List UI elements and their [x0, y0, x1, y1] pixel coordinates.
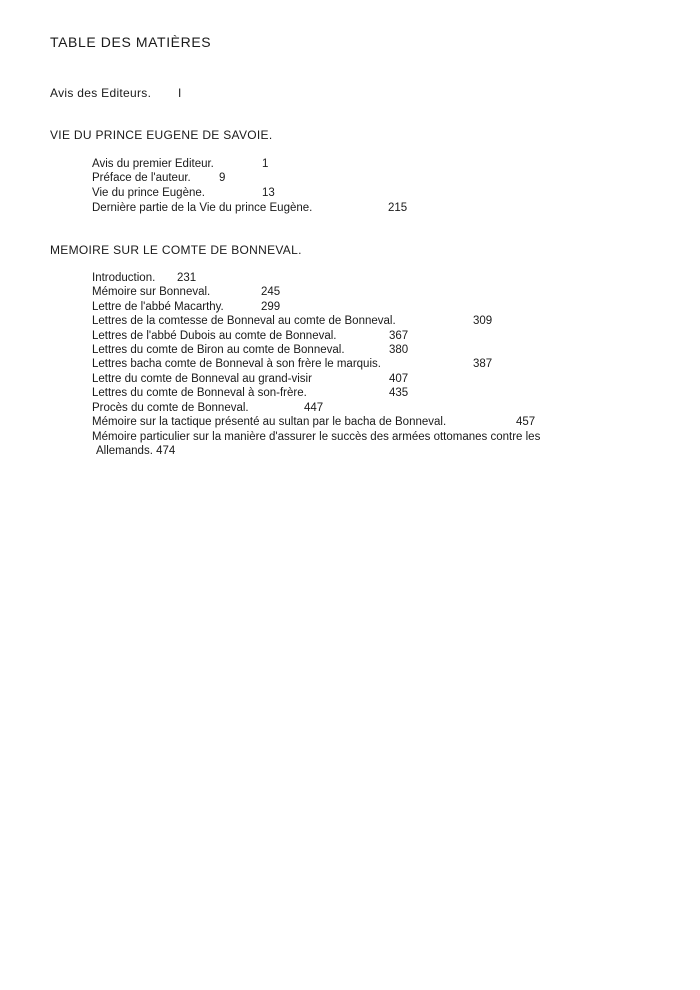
toc-entry-label: Dernière partie de la Vie du prince Eugène.: [92, 202, 313, 214]
toc-entry: [92, 186, 275, 200]
toc-entry-label: Préface de l'auteur.: [92, 172, 191, 184]
toc-entry-page: 457: [516, 416, 536, 428]
toc-entry-page: 1: [262, 158, 269, 170]
toc-entry: [92, 201, 408, 215]
toc-entry-label: Lettres du comte de Bonneval à son-frère.: [92, 387, 307, 399]
toc-entry-page: 367: [389, 330, 409, 342]
section-heading-eugene: VIE DU PRINCE EUGENE DE SAVOIE.: [50, 128, 273, 142]
toc-entry-page: 9: [219, 172, 226, 184]
toc-entry: [92, 271, 197, 285]
toc-entry: [92, 357, 493, 371]
toc-entry-page: 435: [389, 387, 409, 399]
page-title: TABLE DES MATIÈRES: [50, 34, 212, 50]
toc-entry-page: 407: [389, 373, 409, 385]
toc-entry-page: 299: [261, 301, 281, 313]
toc-entry-page: 245: [261, 286, 281, 298]
intro-label: Avis des Editeurs.: [50, 86, 152, 100]
toc-entry-page: 309: [473, 315, 493, 327]
toc-entry: [92, 329, 409, 343]
toc-entry: [92, 401, 324, 415]
toc-entry-page: 447: [304, 402, 324, 414]
toc-entry-continuation: [96, 444, 175, 458]
toc-entry-label: Vie du prince Eugène.: [92, 187, 205, 199]
toc-entry: [92, 314, 493, 328]
toc-entry: [92, 430, 540, 444]
toc-entry-label: Procès du comte de Bonneval.: [92, 402, 249, 414]
intro-entry: [50, 86, 182, 100]
section-heading-bonneval: MEMOIRE SUR LE COMTE DE BONNEVAL.: [50, 243, 302, 257]
toc-entry: [92, 300, 281, 314]
toc-entry: [92, 415, 536, 429]
toc-entry-page: 380: [389, 344, 409, 356]
toc-entry-page: 231: [177, 272, 197, 284]
toc-entry-label: Lettres bacha comte de Bonneval à son frère le marquis.: [92, 358, 381, 370]
toc-entry-page: 13: [262, 187, 275, 199]
toc-entry: [92, 372, 409, 386]
toc-entry-label: Avis du premier Editeur.: [92, 158, 214, 170]
toc-entry-label: Lettre de l'abbé Macarthy.: [92, 301, 224, 313]
toc-entry-label: Mémoire sur la tactique présenté au sultan par le bacha de Bonneval.: [92, 416, 447, 428]
toc-entry-page: 474: [156, 445, 176, 457]
toc-entry-label: Mémoire particulier sur la manière d'assurer le succès des armées ottomanes contre les: [92, 431, 541, 443]
toc-entry-page: 215: [388, 202, 408, 214]
toc-entry: [92, 343, 409, 357]
toc-entry: [92, 171, 226, 185]
toc-entry-label: Lettre du comte de Bonneval au grand-visir: [92, 373, 312, 385]
toc-entry-label: Lettres de la comtesse de Bonneval au comte de Bonneval.: [92, 315, 396, 327]
toc-entry: [92, 157, 269, 171]
toc-entry-label: Introduction.: [92, 272, 156, 284]
toc-entry-label: Mémoire sur Bonneval.: [92, 286, 211, 298]
toc-entry-page: 387: [473, 358, 493, 370]
toc-entry-label: Lettres du comte de Biron au comte de Bonneval.: [92, 344, 345, 356]
toc-entry-label: Lettres de l'abbé Dubois au comte de Bonneval.: [92, 330, 337, 342]
toc-entry-label-continuation: Allemands.: [96, 445, 153, 457]
toc-entry: [92, 285, 281, 299]
toc-entry: [92, 386, 409, 400]
intro-page: I: [178, 86, 182, 100]
